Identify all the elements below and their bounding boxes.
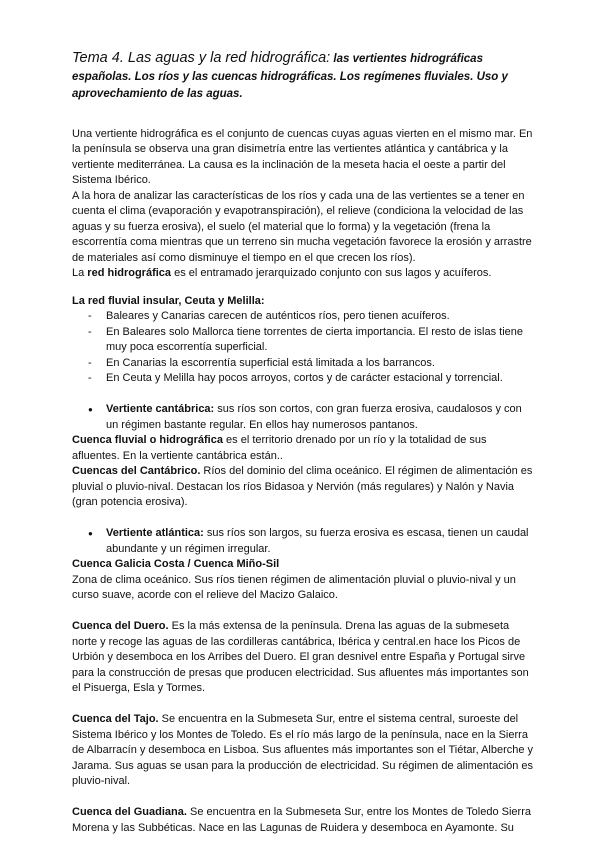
atlantica-bullet-bold: Vertiente atlántica:	[106, 527, 204, 539]
tajo-paragraph: Cuenca del Tajo. Se encuentra en la Submeseta Sur, entre el sistema central, suroeste del Sistema Ibérico y los Montes de Toledo. Es el río más largo de la península, nace en la Sierra de Albarracín y desemboca en Lisboa. Sus afluentes más importantes son el Tiétar, Alberche y Jarama. Sus aguas se usan para la producción de electricidad. Su régimen de alimentación es pluvio-nival.	[72, 713, 534, 787]
list-item	[106, 402, 536, 433]
insular-heading: La red fluvial insular, Ceuta y Melilla:	[72, 294, 265, 307]
atlantica-bullet-text: sus ríos son largos, su fuerza erosiva es escasa, tienen un caudal abundante y un régimen irregular.	[106, 527, 529, 555]
cuencas-cantabrico: Cuencas del Cantábrico. Ríos del dominio del clima oceánico. El régimen de alimentación es pluvial o pluvio-nival. Destacan los ríos Bidasoa y Nervión (más regulares) y Nalón y Navia (gran potencia erosiva).	[72, 465, 533, 508]
cantabrica-bullet-text: sus ríos son cortos, con gran fuerza erosiva, caudalosos y con un régimen bastante regular. En ellos hay numerosos pantanos.	[106, 403, 522, 431]
document-title	[72, 50, 536, 103]
intro-p3-post: es el entramado jerarquizado conjunto con sus lagos y acuíferos.	[171, 267, 492, 279]
intro-paragraph-1: Una vertiente hidrográfica es el conjunto de cuencas cuyas aguas vierten en el mismo mar. En la península se observa una gran disimetría entre las vertientes atlántica y cantábrica y la vertiente mediterránea. La causa es la inclinación de la meseta hacia el oeste a partir del Sistema Ibérico.	[72, 127, 533, 186]
list-item: - En Ceuta y Melilla hay pocos arroyos, cortos y de carácter estacional y torrencial.	[106, 371, 536, 387]
intro-paragraph-2: A la hora de analizar las características de los ríos y cada una de las vertientes se a tener en cuenta el clima (evaporación y evapotranspiración), el relieve (condiciona la velocidad de las aguas y su fuerza erosiva), el suelo (el material que lo forma) y la vegetación (frena la escorrentía coma mientras que un terreno sin mucha vegetación favorece la erosión y arrastre de materiales así como disminuye el tiempo en el que crecen los ríos).	[72, 189, 532, 264]
list-item: - En Baleares solo Mallorca tiene torrentes de cierta importancia. El resto de islas tiene muy poca escorrentía superficial.	[106, 325, 536, 356]
cantabrica-bullet-bold: Vertiente cantábrica:	[106, 403, 215, 415]
galicia-text: Zona de clima oceánico. Sus ríos tienen régimen de alimentación pluvial o pluvio-nival y un curso suave, acorde con el relieve del Macizo Galaico.	[72, 573, 516, 601]
list-item	[106, 526, 536, 557]
guadiana-paragraph: Cuenca del Guadiana. Se encuentra en la Submeseta Sur, entre los Montes de Toledo Sierra Morena y las Subbéticas. Nace en las Lagunas de Ruidera y desemboca en Ayamonte. Su	[72, 806, 531, 834]
list-item: - En Canarias la escorrentía superficial está limitada a los barrancos.	[106, 356, 536, 372]
intro-p3-pre: La	[72, 267, 88, 279]
intro-paragraph-3	[72, 266, 536, 282]
cuenca-definition: Cuenca fluvial o hidrográfica es el territorio drenado por un río y la totalidad de sus afluentes. En la vertiente cantábrica están..	[72, 434, 487, 462]
title-sub: las vertientes hidrográficas españolas. Los ríos y las cuencas hidrográficas. Los regímenes fluviales. Uso y aprovechamiento de las aguas.	[72, 53, 508, 100]
list-item: - Baleares y Canarias carecen de auténticos ríos, pero tienen acuíferos.	[106, 309, 536, 325]
document-page	[72, 50, 536, 836]
atlantica-list	[72, 526, 536, 557]
intro-p3-bold: red hidrográfica	[87, 267, 172, 279]
cantabrica-list	[72, 402, 536, 433]
title-main: Tema 4. Las aguas y la red hidrográfica:	[72, 50, 331, 66]
duero-paragraph: Cuenca del Duero. Es la más extensa de la península. Drena las aguas de la submeseta norte y recoge las aguas de las cordilleras cantábrica, Ibérica y central.en hace los Picos de Urbión y desemboca en los Arribes del Duero. El gran desnivel entre España y Portugal sirve para la construcción de presas que producen electricidad. Sus afluentes más importantes son el Pisuerga, Esla y Tormes.	[72, 620, 529, 694]
galicia-heading: Cuenca Galicia Costa / Cuenca Miño-Sil	[72, 558, 280, 570]
insular-list	[72, 309, 536, 387]
